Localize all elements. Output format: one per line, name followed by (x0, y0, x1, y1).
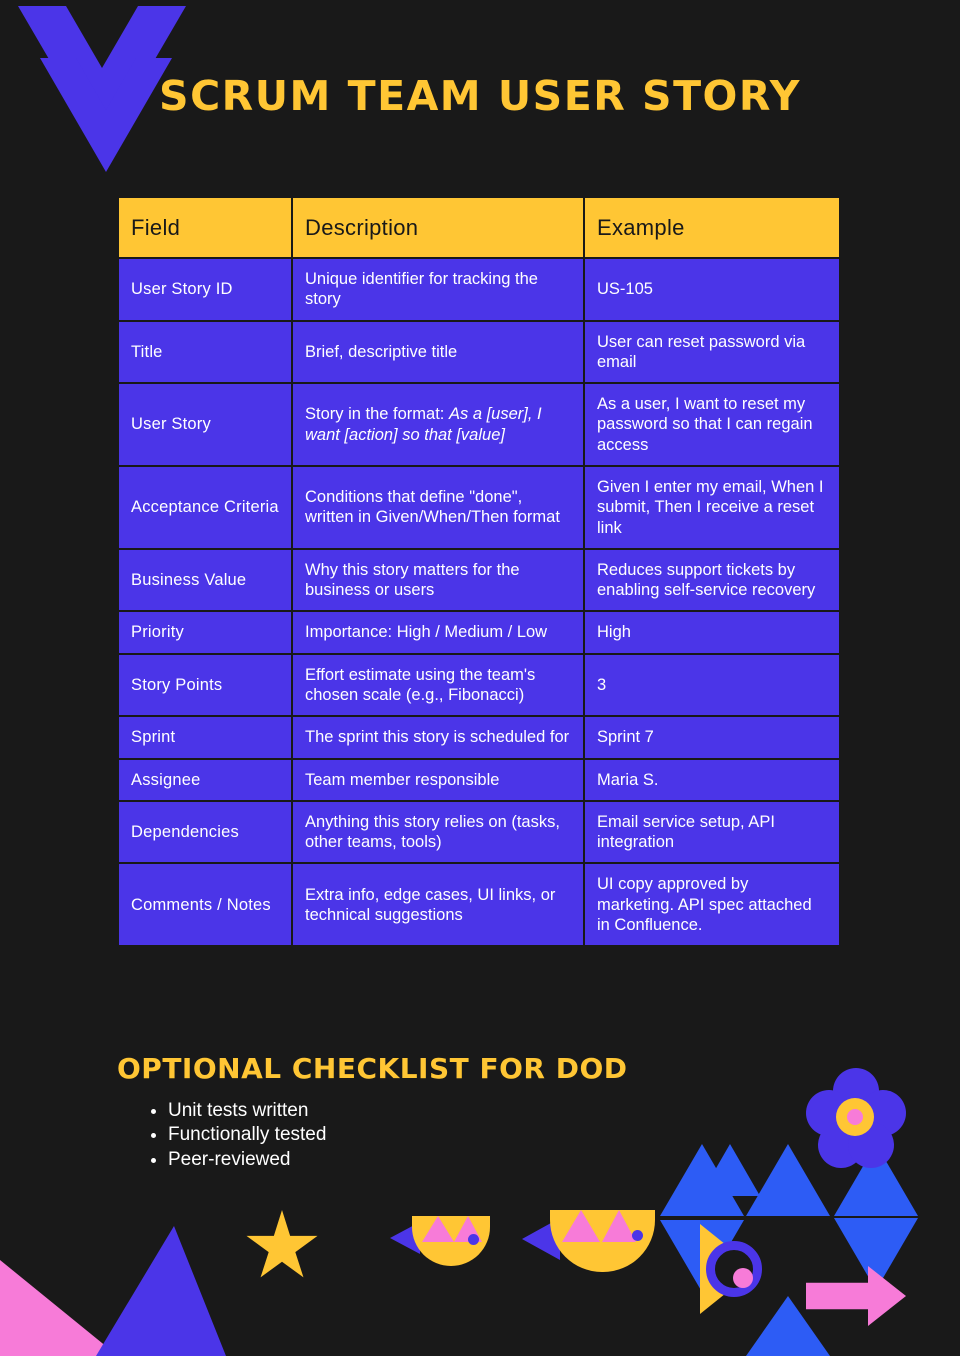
flower-icon (806, 1068, 906, 1168)
cell-field: Story Points (119, 655, 291, 716)
cell-description: Extra info, edge cases, UI links, or technical suggestions (293, 864, 583, 945)
fish-fin (562, 1210, 600, 1242)
list-item: • Peer-reviewed (168, 1149, 326, 1171)
cell-field: Assignee (119, 760, 291, 800)
cell-description-text: Story in the format: (305, 405, 449, 424)
fish-fin (602, 1210, 636, 1242)
cell-example: Maria S. (585, 760, 839, 800)
table-row (119, 550, 839, 611)
cell-description: Importance: High / Medium / Low (293, 612, 583, 652)
cell-description: Effort estimate using the team's chosen scale (e.g., Fibonacci) (293, 655, 583, 716)
cell-description: Anything this story relies on (tasks, other teams, tools) (293, 802, 583, 863)
cell-example: US-105 (585, 259, 839, 320)
fish-icon (390, 1208, 500, 1270)
cell-field: Comments / Notes (119, 864, 291, 945)
cell-field: User Story (119, 384, 291, 465)
table-row (119, 322, 839, 383)
cell-example: Given I enter my email, When I submit, Then I receive a reset link (585, 467, 839, 548)
table-row (119, 802, 839, 863)
column-header-field: Field (119, 198, 291, 257)
cell-field: Sprint (119, 717, 291, 757)
fish-eye (632, 1230, 643, 1241)
fish-icon (522, 1200, 667, 1275)
cell-example: User can reset password via email (585, 322, 839, 383)
table-row (119, 655, 839, 716)
cell-description: Conditions that define "done", written in Given/When/Then format (293, 467, 583, 548)
column-header-description: Description (293, 198, 583, 257)
table-row (119, 864, 839, 945)
page-title: SCRUM TEAM USER STORY (159, 72, 801, 120)
table-header-row (119, 198, 839, 257)
fish-eye (468, 1234, 479, 1245)
ring-inner-dot (733, 1268, 753, 1288)
table-row (119, 467, 839, 548)
table-row (119, 717, 839, 757)
cell-example: UI copy approved by marketing. API spec attached in Confluence. (585, 864, 839, 945)
cell-example: Email service setup, API integration (585, 802, 839, 863)
cell-field: Business Value (119, 550, 291, 611)
cell-description: Why this story matters for the business or users (293, 550, 583, 611)
list-item: • Functionally tested (168, 1124, 326, 1146)
cell-field: User Story ID (119, 259, 291, 320)
cell-description: Team member responsible (293, 760, 583, 800)
cell-example: Reduces support tickets by enabling self-service recovery (585, 550, 839, 611)
cell-example: 3 (585, 655, 839, 716)
star-icon (245, 1210, 319, 1284)
cell-description: The sprint this story is scheduled for (293, 717, 583, 757)
table-row (119, 612, 839, 652)
cell-field: Priority (119, 612, 291, 652)
flower-dot (847, 1109, 863, 1125)
checklist-title: OPTIONAL CHECKLIST FOR DOD (117, 1052, 628, 1085)
table-row (119, 384, 839, 465)
cell-description-italic: As a [user], I want [action] so that [value] (305, 405, 542, 444)
user-story-table (117, 196, 841, 947)
table-row (119, 760, 839, 800)
pink-triangle-decoration (0, 1260, 118, 1356)
ring-icon (706, 1241, 762, 1297)
cell-example: Sprint 7 (585, 717, 839, 757)
cell-field: Title (119, 322, 291, 383)
ring-decoration (700, 1224, 790, 1314)
checklist-list (140, 1100, 326, 1173)
cell-example: High (585, 612, 839, 652)
cell-example: As a user, I want to reset my password so that I can regain access (585, 384, 839, 465)
cell-description: Unique identifier for tracking the story (293, 259, 583, 320)
cell-description: Brief, descriptive title (293, 322, 583, 383)
column-header-example: Example (585, 198, 839, 257)
purple-triangle-decoration (96, 1226, 226, 1356)
list-item: • Unit tests written (168, 1100, 326, 1122)
cell-field: Dependencies (119, 802, 291, 863)
fish-fin (422, 1216, 454, 1242)
cell-field: Acceptance Criteria (119, 467, 291, 548)
cell-description (293, 384, 583, 465)
triangle-icon (700, 1144, 760, 1196)
table-row (119, 259, 839, 320)
